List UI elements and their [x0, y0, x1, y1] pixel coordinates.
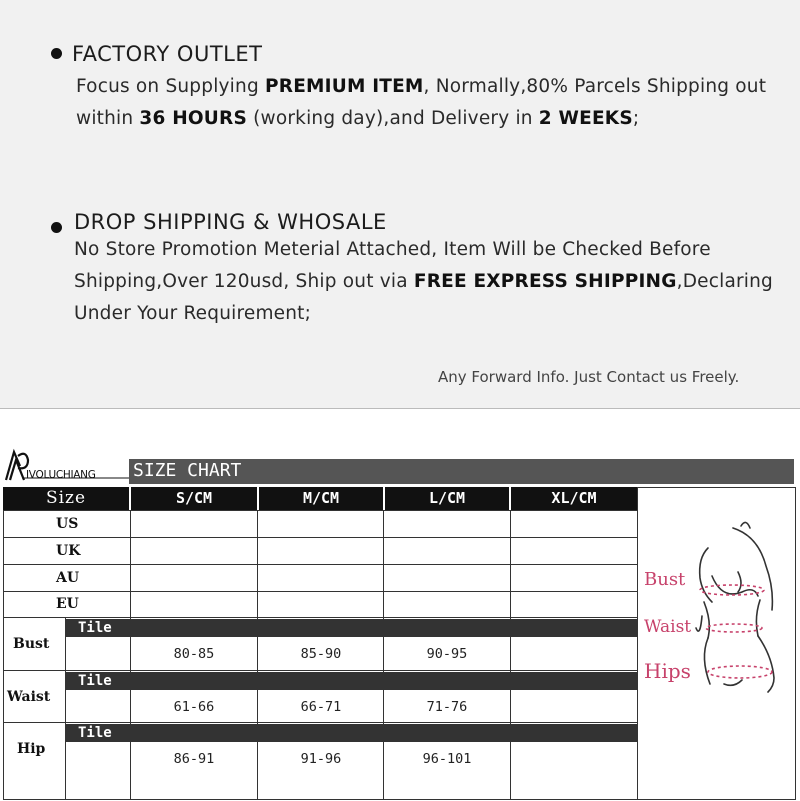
value-cell: 91-96	[300, 751, 342, 767]
tile-label: Tile	[78, 725, 112, 741]
row-label-hip: Hip	[17, 741, 46, 757]
size-chart-title: SIZE CHART	[133, 460, 242, 481]
factory-heading: FACTORY OUTLET	[72, 42, 263, 66]
region-us: US	[56, 516, 79, 532]
factory-text-1a: Focus on Supplying	[76, 76, 265, 97]
tile-bar	[66, 672, 637, 690]
figure-label-waist: Waist	[644, 617, 692, 637]
value-cell: 90-95	[426, 646, 468, 662]
drop-text-2c: ,Declaring	[676, 271, 773, 292]
value-cell: 66-71	[300, 699, 342, 715]
tile-bar	[66, 619, 637, 637]
drop-heading: DROP SHIPPING & WHOSALE	[74, 210, 387, 234]
factory-text-2c: (working day),and Delivery in	[247, 108, 539, 129]
factory-text-2b: 36 HOURS	[139, 108, 247, 129]
region-uk: UK	[56, 543, 81, 559]
col-header-m: M/CM	[259, 487, 383, 510]
value-cell: 96-101	[422, 751, 472, 767]
factory-text-2e: ;	[632, 108, 640, 129]
value-cell: 80-85	[173, 646, 215, 662]
value-cell: 85-90	[300, 646, 342, 662]
drop-text-2b: FREE EXPRESS SHIPPING	[413, 271, 677, 292]
size-header: Size	[3, 487, 129, 510]
value-cell: 86-91	[173, 751, 215, 767]
drop-text-1: No Store Promotion Meterial Attached, Item Will be Checked Before	[74, 239, 711, 260]
brand-name: IVOLUCHIANG	[26, 469, 96, 481]
factory-text-1b: PREMIUM ITEM	[264, 76, 424, 97]
tile-label: Tile	[78, 673, 112, 689]
tile-bar	[66, 724, 637, 742]
drop-text-3: Under Your Requirement;	[74, 303, 312, 324]
figure-label-hips: Hips	[644, 659, 691, 683]
value-cell: 71-76	[426, 699, 468, 715]
row-label-bust: Bust	[13, 636, 50, 652]
col-header-l: L/CM	[385, 487, 509, 510]
tile-label: Tile	[78, 620, 112, 636]
body-figure-icon	[638, 488, 795, 799]
row-label-waist: Waist	[7, 689, 51, 705]
col-header-xl: XL/CM	[511, 487, 637, 510]
factory-text-2a: within	[76, 108, 140, 129]
factory-text-1c: , Normally,80% Parcels Shipping out	[423, 76, 767, 97]
drop-text-2a: Shipping,Over 120usd, Ship out via	[74, 271, 414, 292]
region-eu: EU	[56, 596, 79, 612]
figure-label-bust: Bust	[644, 569, 686, 590]
contact-note: Any Forward Info. Just Contact us Freely.	[438, 368, 740, 386]
value-cell: 61-66	[173, 699, 215, 715]
region-au: AU	[56, 570, 80, 586]
col-header-s: S/CM	[131, 487, 257, 510]
factory-text-2d: 2 WEEKS	[538, 108, 633, 129]
